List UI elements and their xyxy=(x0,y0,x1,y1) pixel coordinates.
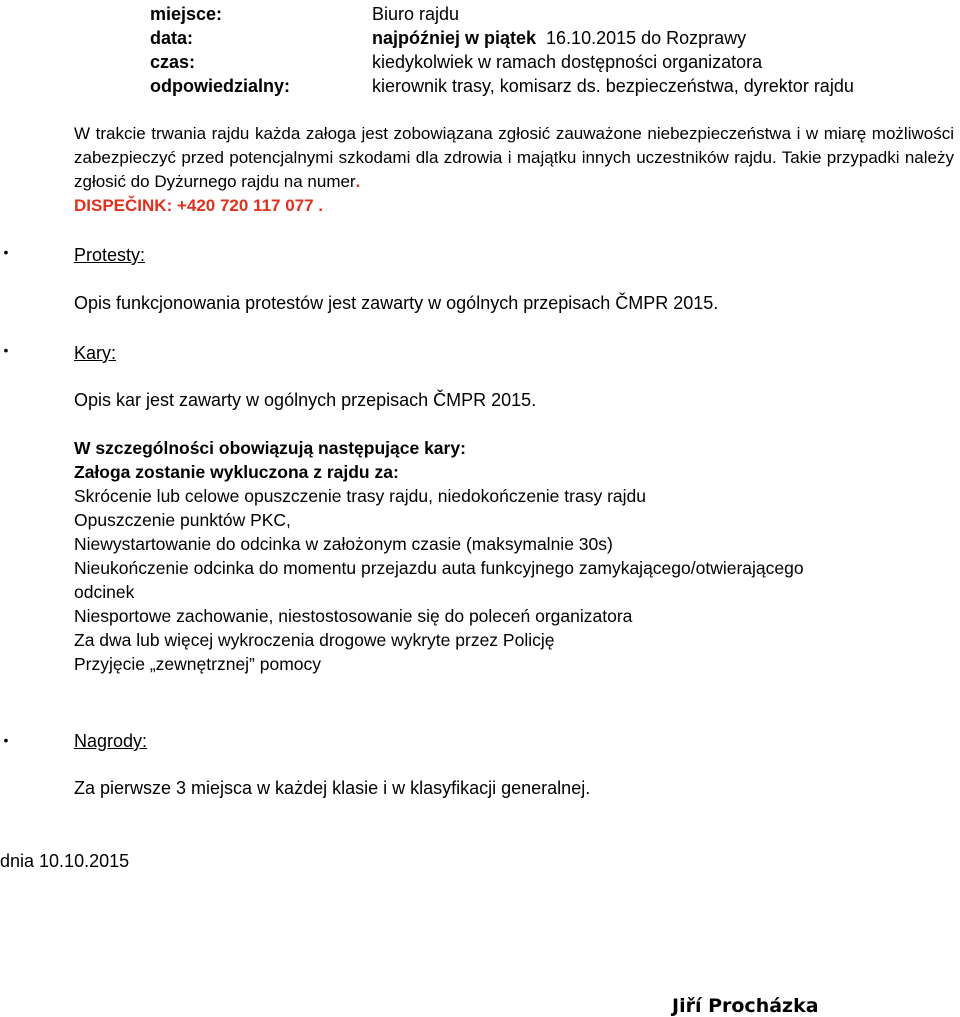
safety-paragraph xyxy=(74,122,954,218)
penalties-bullet: • xyxy=(3,342,9,358)
meta-label-place: miejsce: xyxy=(150,4,223,24)
meta-value-time: kiedykolwiek w ramach dostępności organizatora xyxy=(372,52,763,72)
meta-label-date: data: xyxy=(150,28,194,48)
list-item: Niesportowe zachowanie, niestostosowanie się do poleceń organizatora xyxy=(74,606,633,626)
list-item: Przyjęcie „zewnętrznej” pomocy xyxy=(74,654,322,674)
list-item: odcinek xyxy=(74,582,135,602)
prizes-bullet: • xyxy=(3,732,9,748)
prizes-heading: Nagrody: xyxy=(74,731,148,751)
date-line: dnia 10.10.2015 xyxy=(0,851,130,871)
protests-text: Opis funkcjonowania protestów jest zawarty w ogólnych przepisach ČMPR 2015. xyxy=(74,293,719,313)
penalties-subheading-2: Załoga zostanie wykluczona z rajdu za: xyxy=(74,462,399,482)
list-item: Opuszczenie punktów PKC, xyxy=(74,510,291,530)
list-item: Nieukończenie odcinka do momentu przejazdu auta funkcyjnego zamykającego/otwierającego xyxy=(74,558,804,578)
meta-value-place: Biuro rajdu xyxy=(372,4,460,24)
protests-bullet: • xyxy=(3,244,9,260)
meta-value-date-rest: 16.10.2015 do Rozprawy xyxy=(536,28,747,48)
safety-text: W trakcie trwania rajdu każda załoga jest zobowiązana zgłosić zauważone niebezpieczeństwa i w miarę możliwości zabezpieczyć przed potencjalnymi szkodami dla zdrowia i majątku innych uczestników rajdu. Takie przypadki należy zgłosić do Dyżurnego rajdu na numer xyxy=(74,124,954,191)
list-item: Niewystartowanie do odcinka w założonym czasie (maksymalnie 30s) xyxy=(74,534,613,554)
dispatch-number: DISPEČINK: +420 720 117 077 xyxy=(74,196,314,215)
protests-heading: Protesty: xyxy=(74,245,146,265)
safety-text-end: . xyxy=(355,172,361,191)
meta-label-responsible: odpowiedzialny: xyxy=(150,76,291,96)
penalties-list xyxy=(74,436,804,676)
list-item: Skrócenie lub celowe opuszczenie trasy rajdu, niedokończenie trasy rajdu xyxy=(74,486,646,506)
penalties-text: Opis kar jest zawarty w ogólnych przepisach ČMPR 2015. xyxy=(74,390,537,410)
meta-value-date xyxy=(372,26,746,50)
penalties-subheading-1: W szczególności obowiązują następujące kary: xyxy=(74,438,466,458)
signature: Jiří Procházka xyxy=(672,995,819,1017)
penalties-heading: Kary: xyxy=(74,343,117,363)
meta-value-date-bold: najpóźniej w piątek xyxy=(372,28,537,48)
prizes-text: Za pierwsze 3 miejsca w każdej klasie i w klasyfikacji generalnej. xyxy=(74,778,591,798)
meta-label-time: czas: xyxy=(150,52,196,72)
list-item: Za dwa lub więcej wykroczenia drogowe wykryte przez Policję xyxy=(74,630,555,650)
meta-value-responsible: kierownik trasy, komisarz ds. bezpieczeństwa, dyrektor rajdu xyxy=(372,76,854,96)
dispatch-end: . xyxy=(313,196,324,215)
